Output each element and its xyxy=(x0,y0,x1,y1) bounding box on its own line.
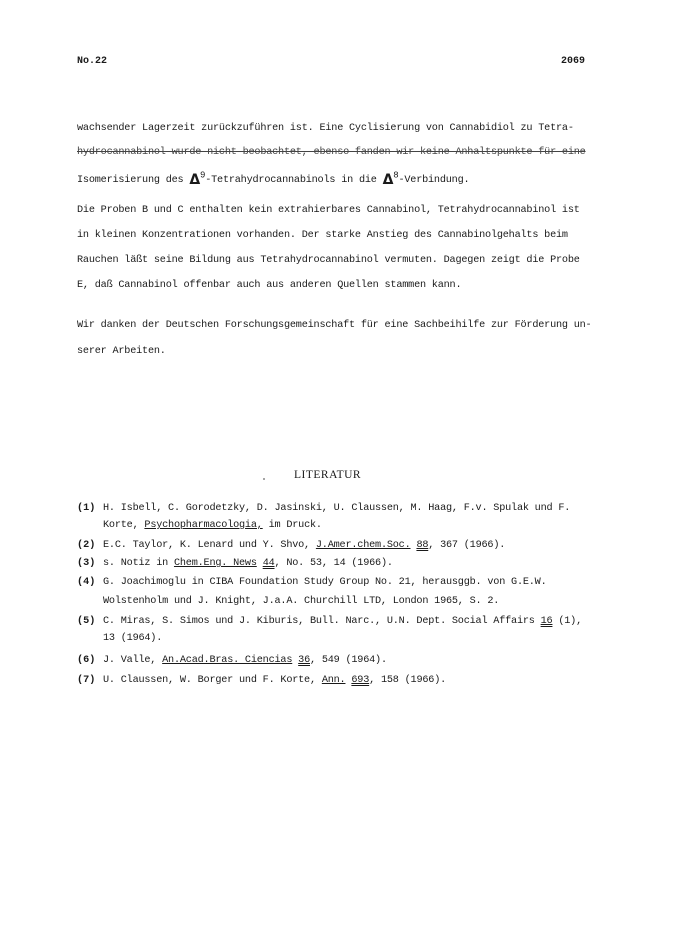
ref5-line1 xyxy=(103,616,582,627)
line3-part-c: -Verbindung. xyxy=(398,175,470,186)
ref-text: s. Notiz in xyxy=(103,558,174,569)
paragraph3-line2: serer Arbeiten. xyxy=(77,346,166,357)
ref-number: (4) xyxy=(77,577,96,588)
ref-text: J. Valle, xyxy=(103,655,163,666)
ref-text: , 367 (1966). xyxy=(428,540,506,551)
paragraph2-line2: in kleinen Konzentrationen vorhanden. Der starke Anstieg des Cannabinolgehalts beim xyxy=(77,230,568,241)
ref-number: (7) xyxy=(77,675,96,686)
paragraph1-line3 xyxy=(77,170,469,186)
ref-text: , 158 (1966). xyxy=(369,675,447,686)
journal-name: Psychopharmacologia, xyxy=(144,520,263,531)
ref4-line1: G. Joachimoglu in CIBA Foundation Study Group No. 21, herausggb. von G.E.W. xyxy=(103,577,547,588)
line3-part-b: -Tetrahydrocannabinols in die xyxy=(205,175,383,186)
journal-name: Chem.Eng. News xyxy=(173,558,257,569)
page-number: 2069 xyxy=(560,56,585,67)
ref-number: (3) xyxy=(77,558,96,569)
superscript-9: 9 xyxy=(200,170,206,181)
journal-name: J.Amer.chem.Soc. xyxy=(315,540,411,551)
ref5-line2: 13 (1964). xyxy=(103,633,163,644)
volume: 693 xyxy=(351,675,370,686)
paragraph3-line1: Wir danken der Deutschen Forschungsgemeinschaft für eine Sachbeihilfe zur Förderung un- xyxy=(77,320,592,331)
superscript-8: 8 xyxy=(393,170,399,181)
journal-issue: No.22 xyxy=(77,56,108,67)
delta-symbol: Δ xyxy=(382,172,394,188)
paragraph2-line4: E, daß Cannabinol offenbar auch aus anderen Quellen stammen kann. xyxy=(77,280,462,291)
volume: 44 xyxy=(262,558,275,569)
ref-text: im Druck. xyxy=(262,520,322,531)
ref-text: U. Claussen, W. Borger und F. Korte, xyxy=(103,675,322,686)
paragraph1-line2-struck: hydrocannabinol wurde nicht beobachtet, ebenso fanden wir keine Anhaltspunkte für eine xyxy=(77,147,586,158)
line3-part-a: Isomerisierung des xyxy=(77,175,190,186)
speck xyxy=(263,478,265,480)
ref4-line2: Wolstenholm und J. Knight, J.a.A. Churchill LTD, London 1965, S. 2. xyxy=(103,596,500,607)
ref-number: (6) xyxy=(77,655,96,666)
journal-name: Ann. xyxy=(321,675,346,686)
ref-text: C. Miras, S. Simos und J. Kiburis, Bull. Narc., U.N. Dept. Social Affairs xyxy=(103,616,541,627)
ref-number: (5) xyxy=(77,616,96,627)
ref-number: (2) xyxy=(77,540,96,551)
ref1-line2 xyxy=(103,520,322,531)
ref6-line xyxy=(103,655,387,666)
paragraph1-line1: wachsender Lagerzeit zurückzuführen ist. Eine Cyclisierung von Cannabidiol zu Tetra- xyxy=(77,123,574,134)
ref-text: , 549 (1964). xyxy=(310,655,387,666)
delta-symbol: Δ xyxy=(189,172,200,188)
ref-text: Korte, xyxy=(103,520,145,531)
volume: 16 xyxy=(540,616,553,627)
ref-text: (1), xyxy=(552,616,583,627)
literatur-heading: LITERATUR xyxy=(294,469,362,481)
ref7-line xyxy=(103,675,446,686)
ref-number: (1) xyxy=(77,503,96,514)
ref3-line xyxy=(103,558,393,569)
paragraph2-line1: Die Proben B und C enthalten kein extrahierbares Cannabinol, Tetrahydrocannabinol ist xyxy=(77,205,580,216)
ref2-line xyxy=(103,540,505,551)
volume: 36 xyxy=(298,655,310,666)
ref-text: , No. 53, 14 (1966). xyxy=(274,558,393,569)
ref-text: E.C. Taylor, K. Lenard und Y. Shvo, xyxy=(103,540,316,551)
volume: 88 xyxy=(416,540,429,551)
paragraph2-line3: Rauchen läßt seine Bildung aus Tetrahydrocannabinol vermuten. Dagegen zeigt die Probe xyxy=(77,255,580,266)
ref1-line1: H. Isbell, C. Gorodetzky, D. Jasinski, U. Claussen, M. Haag, F.v. Spulak und F. xyxy=(103,503,571,514)
journal-name: An.Acad.Bras. Ciencias xyxy=(162,655,293,666)
